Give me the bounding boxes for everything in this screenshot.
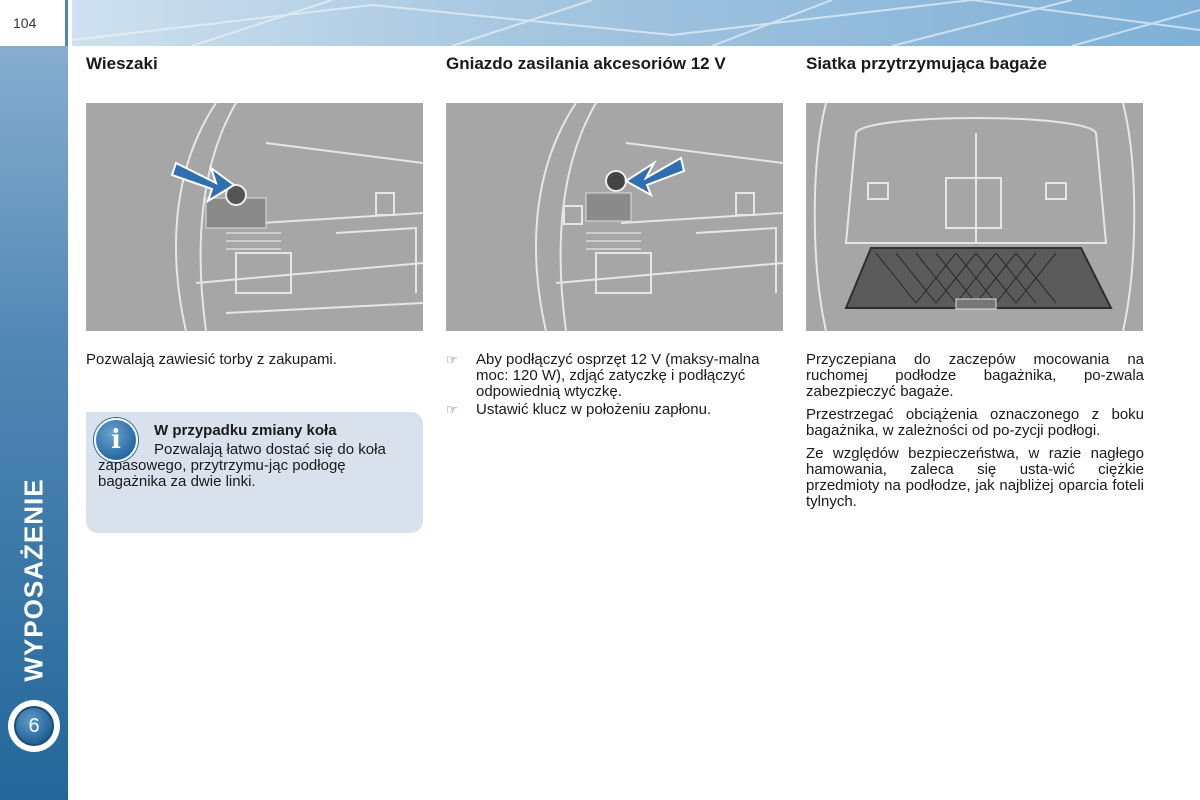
header-pattern <box>72 0 1200 46</box>
section-title: WYPOSAŻENIE <box>18 478 49 682</box>
hooks-description: Pozwalają zawiesić torby z zakupami. <box>86 351 337 368</box>
list-item <box>446 352 784 400</box>
info-box <box>86 412 423 533</box>
info-icon: i <box>94 418 138 462</box>
hooks-title: Wieszaki <box>86 54 158 73</box>
hooks-text-block <box>86 352 424 375</box>
socket-image <box>446 103 783 331</box>
info-text: Pozwalają łatwo dostać się do koła zapasowego, przytrzymu-jąc podłogę bagażnika za dwie linki. <box>98 441 386 490</box>
step-text: Aby podłączyć osprzęt 12 V (maksy-malna moc: 120 W), zdjąć zatyczkę i podłączyć odpowiednią wtyczkę. <box>476 351 760 400</box>
socket-title: Gniazdo zasilania akcesoriów 12 V <box>446 54 726 73</box>
column-net <box>806 54 1146 510</box>
column-hooks <box>86 54 426 490</box>
socket-steps <box>446 352 784 418</box>
info-title: W przypadku zmiany koła <box>154 422 337 439</box>
trunk-net-illustration <box>806 103 1143 331</box>
net-paragraph: Przyczepiana do zaczepów mocowania na ruchomej podłodze bagażnika, po-zwala zabezpieczyć bagaże. <box>806 351 1144 400</box>
pointing-hand-icon: ☞ <box>446 402 458 417</box>
header-band <box>72 0 1200 46</box>
hooks-image <box>86 103 423 331</box>
net-paragraph: Przestrzegać obciążenia oznaczonego z boku bagażnika, w zależności od po-zycji podłogi. <box>806 406 1144 439</box>
page-number: 104 <box>13 15 37 31</box>
socket-text-block <box>446 352 784 420</box>
net-image <box>806 103 1143 331</box>
net-text-block <box>806 352 1144 517</box>
sidebar <box>0 0 68 800</box>
chapter-number: 6 <box>14 706 54 746</box>
step-text: Ustawić klucz w położeniu zapłonu. <box>476 401 712 418</box>
net-title: Siatka przytrzymująca bagaże <box>806 54 1047 73</box>
page-number-box <box>0 0 68 46</box>
chapter-badge <box>8 700 60 752</box>
net-paragraph: Ze względów bezpieczeństwa, w razie nagłego hamowania, zaleca się usta-wić ciężkie przedmioty na podłodze, jak najbliżej oparcia foteli tylnych. <box>806 445 1144 510</box>
trunk-illustration <box>86 103 423 331</box>
pointing-hand-icon: ☞ <box>446 352 458 367</box>
trunk-socket-illustration <box>446 103 783 331</box>
list-item <box>446 402 784 418</box>
column-socket <box>446 54 786 418</box>
